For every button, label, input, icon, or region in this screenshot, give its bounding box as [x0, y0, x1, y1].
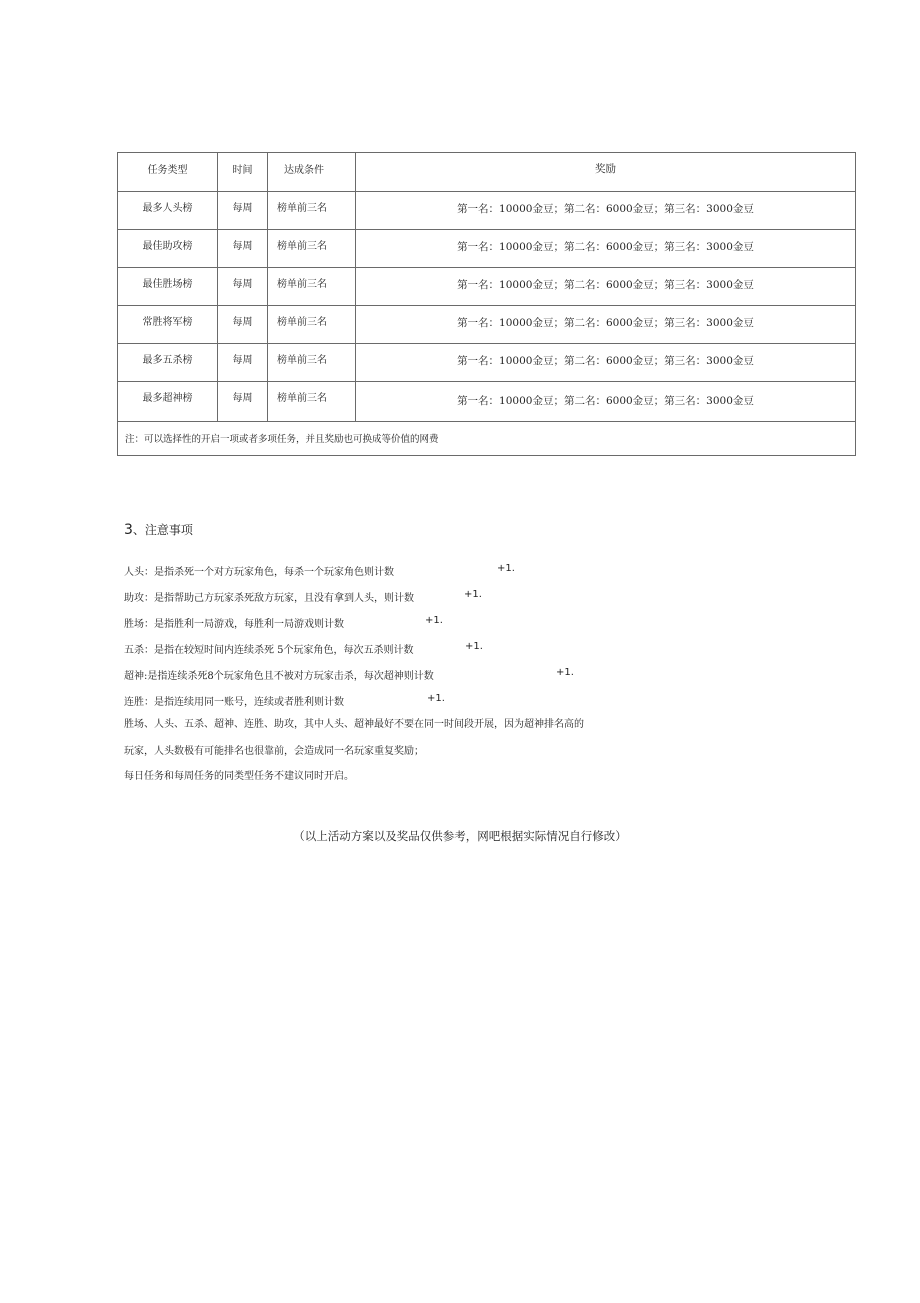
task-time-cell: 每周: [218, 230, 268, 268]
table-row: [118, 344, 856, 382]
table-row: [118, 268, 856, 306]
task-name-cell: 最佳胜场榜: [118, 268, 218, 306]
note-line-increment: +1.: [425, 615, 443, 626]
note-line-increment: +1.: [497, 563, 515, 574]
table-header-row: [118, 153, 856, 192]
note-line-text: 助攻：是指帮助己方玩家杀死敌方玩家，且没有拿到人头，则计数: [124, 593, 414, 604]
note-line-increment: +1.: [464, 589, 482, 600]
note-line-wins: [124, 615, 443, 630]
note-line-text: 连胜：是指连续用同一账号，连续或者胜利则计数: [124, 697, 344, 708]
task-reward-cell: 第一名：10000金豆；第二名：6000金豆；第三名：3000金豆: [356, 192, 856, 230]
task-reward-cell: 第一名：10000金豆；第二名：6000金豆；第三名：3000金豆: [356, 306, 856, 344]
task-name-cell: 最多五杀榜: [118, 344, 218, 382]
task-condition-cell: 榜单前三名: [268, 230, 356, 268]
note-line-text: 超神:是指连续杀死8个玩家角色且不被对方玩家击杀，每次超神则计数: [124, 671, 434, 682]
note-line-text: 玩家，人头数极有可能排名也很靠前，会造成同一名玩家重复奖励；: [124, 746, 424, 757]
header-condition: 达成条件: [268, 153, 356, 192]
note-line-increment: +1.: [427, 693, 445, 704]
task-reward-cell: 第一名：10000金豆；第二名：6000金豆；第三名：3000金豆: [356, 382, 856, 422]
header-time: 时间: [218, 153, 268, 192]
task-time-cell: 每周: [218, 268, 268, 306]
note-line-assists: [124, 589, 482, 604]
task-condition-cell: 榜单前三名: [268, 306, 356, 344]
task-reward-cell: 第一名：10000金豆；第二名：6000金豆；第三名：3000金豆: [356, 230, 856, 268]
note-line-scheduling: [124, 715, 584, 730]
note-line-legendary: [124, 667, 574, 682]
section-title: 、注意事项: [132, 523, 193, 537]
task-name-cell: 常胜将军榜: [118, 306, 218, 344]
table-row: [118, 230, 856, 268]
table-note: 注：可以选择性的开启一项或者多项任务，并且奖励也可换成等价值的网费: [118, 422, 856, 456]
note-line-kills: [124, 563, 515, 578]
task-name-cell: 最多人头榜: [118, 192, 218, 230]
section-heading: [124, 521, 193, 538]
table-note-row: [118, 422, 856, 456]
note-line-text: 每日任务和每周任务的同类型任务不建议同时开启。: [124, 771, 354, 782]
footer-disclaimer: （以上活动方案以及奖品仅供参考，网吧根据实际情况自行修改）: [293, 829, 627, 843]
table-row: [118, 382, 856, 422]
task-time-cell: 每周: [218, 306, 268, 344]
header-reward: 奖励: [356, 153, 856, 192]
note-line-win-streak: [124, 693, 445, 708]
note-line-text: 胜场：是指胜利一局游戏，每胜利一局游戏则计数: [124, 619, 344, 630]
note-line-text: 五杀：是指在较短时间内连续杀死 5个玩家角色，每次五杀则计数: [124, 645, 414, 656]
task-time-cell: 每周: [218, 382, 268, 422]
task-reward-cell: 第一名：10000金豆；第二名：6000金豆；第三名：3000金豆: [356, 268, 856, 306]
header-task-type: 任务类型: [118, 153, 218, 192]
task-condition-cell: 榜单前三名: [268, 382, 356, 422]
task-table: [117, 152, 856, 456]
task-name-cell: 最多超神榜: [118, 382, 218, 422]
task-condition-cell: 榜单前三名: [268, 268, 356, 306]
section-number: 3: [124, 522, 133, 538]
note-line-penta-kill: [124, 641, 483, 656]
table-row: [118, 306, 856, 344]
task-name-cell: 最佳助攻榜: [118, 230, 218, 268]
note-line-increment: +1.: [556, 667, 574, 678]
note-line-text: 胜场、人头、五杀、超神、连胜、助攻，其中人头、超神最好不要在同一时间段开展，因为超神排名高的: [124, 719, 584, 730]
note-line-increment: +1.: [465, 641, 483, 652]
table-row: [118, 192, 856, 230]
task-reward-cell: 第一名：10000金豆；第二名：6000金豆；第三名：3000金豆: [356, 344, 856, 382]
task-time-cell: 每周: [218, 192, 268, 230]
note-line-duplicate-reward: [124, 742, 424, 757]
task-condition-cell: 榜单前三名: [268, 192, 356, 230]
task-condition-cell: 榜单前三名: [268, 344, 356, 382]
note-line-daily-weekly: [124, 767, 354, 782]
note-line-text: 人头：是指杀死一个对方玩家角色，每杀一个玩家角色则计数: [124, 567, 394, 578]
task-time-cell: 每周: [218, 344, 268, 382]
